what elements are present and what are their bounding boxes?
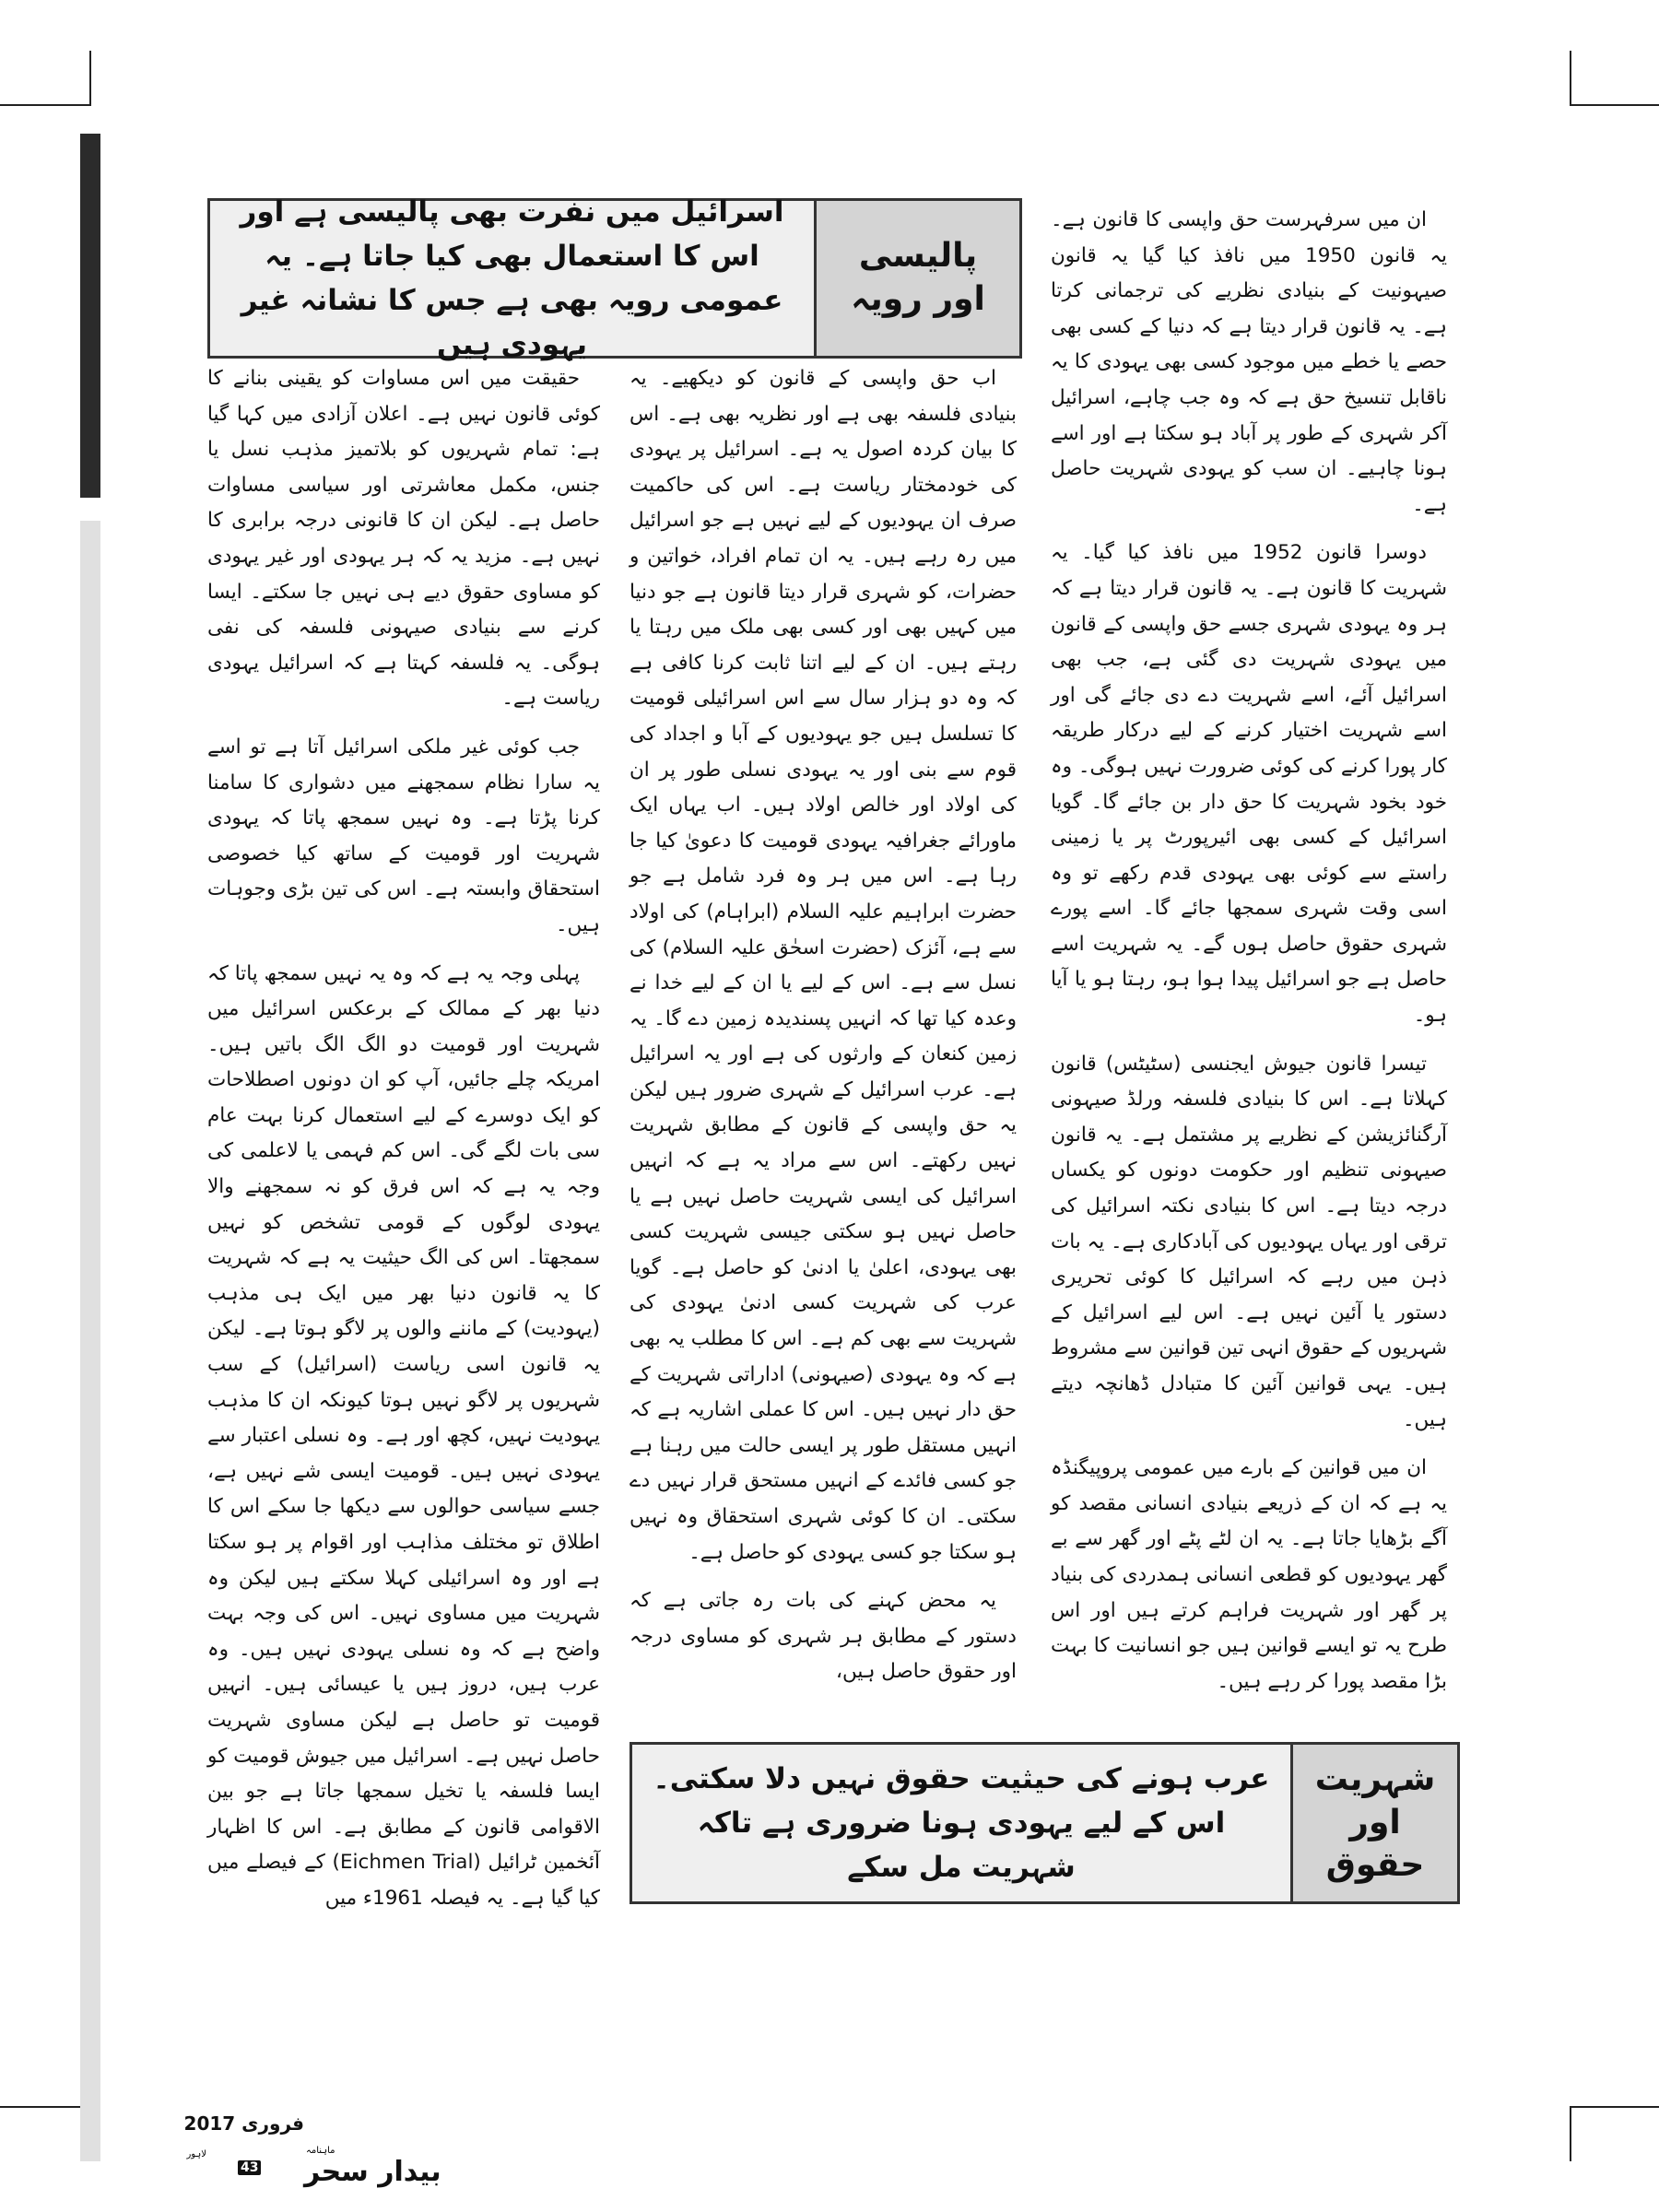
paragraph: یہ محض کہنے کی بات رہ جاتی ہے کہ دستور کے مطابق ہر شہری کو مساوی درجہ اور حقوق حاصل ہیں، <box>629 1589 1017 1684</box>
crop-mark <box>1570 51 1571 106</box>
magazine-title: بیدار سحر <box>304 2156 441 2188</box>
paragraph: حقیقت میں اس مساوات کو یقینی بنانے کا کوئی قانون نہیں ہے۔ اعلان آزادی میں کہا گیا ہے: تمام شہریوں کو بلاتمیز مذہب نسل یا جنس، مکمل معاشرتی اور سیاسی مساوات حاصل ہے۔ لیکن ان کا قانونی درجہ برابری کا نہیں ہے۔ مزید یہ کہ ہر یہودی اور غیر یہودی کو مساوی حقوق دیے ہی نہیں جا سکتے۔ ایسا کرنے سے بنیادی صیہونی فلسفہ کی نفی ہوگی۔ یہ فلسفہ کہتا ہے کہ اسرائیل یہودی ریاست ہے۔ <box>207 367 600 711</box>
paragraph: اب حق واپسی کے قانون کو دیکھیے۔ یہ بنیادی فلسفہ بھی ہے اور نظریہ بھی ہے۔ اس کا بیان کردہ اصول یہ ہے۔ اسرائیل پر یہودی کی خودمختار ریاست ہے۔ اس کی حاکمیت صرف ان یہودیوں کے لیے نہیں ہے جو اسرائیل میں رہ رہے ہیں۔ یہ ان تمام افراد، خواتین و حضرات، کو شہری قرار دیتا قانون ہے جو دنیا میں کہیں بھی اور کسی بھی ملک میں رہتا یا رہتے ہیں۔ ان کے لیے اتنا ثابت کرنا کافی ہے کہ وہ دو ہزار سال سے اس اسرائیلی قومیت کا تسلسل ہیں جو یہودیوں کے آبا و اجداد کی قوم سے بنی اور یہ یہودی نسلی طور پر ان کی اولاد اور خالص اولاد ہیں۔ اب یہاں ایک ماورائے جغرافیہ یہودی قومیت کا دعویٰ کیا جا رہا ہے۔ اس میں ہر وہ فرد شامل ہے جو حضرت ابراہیم علیہ السلام (ابراہام) کی اولاد سے ہے، آئزک (حضرت اسحٰق علیہ السلام) کی نسل سے ہے۔ اس کے لیے یا ان کے لیے خدا نے وعدہ کیا تھا کہ انہیں پسندیدہ زمین دے گا۔ یہ زمین کنعان کے وارثوں کی ہے اور یہ اسرائیل ہے۔ عرب اسرائیل کے شہری ضرور ہیں لیکن یہ حق واپسی کے قانون کے مطابق شہریت نہیں رکھتے۔ اس سے مراد یہ ہے کہ انہیں اسرائیل کی ایسی شہریت حاصل نہیں ہے یا حاصل نہیں ہو سکتی جیسی شہریت کسی بھی یہودی، اعلیٰ یا ادنیٰ کو حاصل ہے۔ گویا عرب کی شہریت کسی ادنیٰ یہودی کی شہریت سے بھی کم ہے۔ اس کا مطلب یہ بھی ہے کہ وہ یہودی (صیہونی) اداراتی شہریت کے حق دار نہیں ہیں۔ اس کا عملی اشاریہ ہے کہ انہیں مستقل طور پر ایسی حالت میں رہنا ہے جو کسی فائدے کے انہیں مستحق قرار نہیں دے سکتی۔ ان کا کوئی شہری استحقاق وہ نہیں ہو سکتا جو کسی یہودی کو حاصل ہے۔ <box>629 367 1017 1564</box>
pullquote-text: اسرائیل میں نفرت بھی پالیسی ہے اور اس کا استعمال بھی کیا جاتا ہے۔ یہ عمومی رویہ بھی ہے جس کا نشانہ غیر یہودی ہیں <box>240 194 784 362</box>
pullquote-bottom <box>629 1742 1460 1904</box>
paragraph: دوسرا قانون 1952 میں نافذ کیا گیا۔ یہ شہریت کا قانون ہے۔ یہ قانون قرار دیتا ہے کہ ہر وہ یہودی شہری جسے حق واپسی کے قانون میں یہودی شہریت دی گئی ہے، جب بھی اسرائیل آئے، اسے شہریت دے دی جائے گی اور اسے شہریت اختیار کرنے کے لیے درکار طریقہ کار پورا کرنے کی کوئی ضرورت نہیں ہوگی۔ وہ خود بخود شہریت کا حق دار بن جائے گا۔ گویا اسرائیل کے کسی بھی ائیرپورٹ پر یا زمینی راستے سے کوئی بھی یہودی قدم رکھے تو وہ اسی وقت شہری سمجھا جائے گا۔ اسے پورے شہری حقوق حاصل ہوں گے۔ یہ شہریت اسے حاصل ہے جو اسرائیل پیدا ہوا ہو، رہتا ہو یا آیا ہو۔ <box>1051 541 1447 1028</box>
page-footer <box>183 2112 441 2195</box>
paragraph: پہلی وجہ یہ ہے کہ وہ یہ نہیں سمجھ پاتا کہ دنیا بھر کے ممالک کے برعکس اسرائیل میں شہریت اور قومیت دو الگ الگ باتیں ہیں۔ امریکہ چلے جائیں، آپ کو ان دونوں اصطلاحات کو ایک دوسرے کے لیے استعمال کرنا بہت عام سی بات لگے گی۔ اس کم فہمی یا لاعلمی کی وجہ یہ ہے کہ اس فرق کو نہ سمجھنے والا یہودی لوگوں کے قومی تشخص کو نہیں سمجھتا۔ اس کی الگ حیثیت یہ ہے کہ شہریت کا یہ قانون دنیا بھر میں ایک ہی مذہب (یہودیت) کے ماننے والوں پر لاگو ہوتا ہے۔ لیکن یہ قانون اسی ریاست (اسرائیل) کے سب شہریوں پر لاگو نہیں ہوتا کیونکہ ان کا مذہب یہودیت نہیں، کچھ اور ہے۔ وہ نسلی اعتبار سے یہودی نہیں ہیں۔ قومیت ایسی شے نہیں ہے، جسے سیاسی حوالوں سے دیکھا جا سکے اس کا اطلاق تو مختلف مذاہب اور اقوام پر ہو سکتا ہے اور وہ اسرائیلی کہلا سکتے ہیں لیکن وہ شہریت میں مساوی نہیں۔ اس کی وجہ بہت واضح ہے کہ وہ نسلی یہودی نہیں ہیں۔ وہ عرب ہیں، دروز ہیں یا عیسائی ہیں۔ انہیں قومیت تو حاصل ہے لیکن مساوی شہریت حاصل نہیں ہے۔ اسرائیل میں جیوش قومیت کو ایسا فلسفہ یا تخیل سمجھا جاتا ہے جو بین الاقوامی قانون کے مطابق ہے۔ اس کا اظہار آئخمین ٹرائیل (Eichmen Trial) کے فیصلے میں کیا گیا ہے۔ یہ فیصلہ 1961ء میں <box>207 961 600 1910</box>
pullquote-label: شہریت اور حقوق <box>1290 1745 1457 1901</box>
paragraph: ان میں قوانین کے بارے میں عمومی پروپیگنڈہ یہ ہے کہ ان کے ذریعے بنیادی انسانی مقصد کو آگے بڑھایا جاتا ہے۔ یہ ان لٹے پٹے اور گھر سے بے گھر یہودیوں کو قطعی انسانی ہمدردی کی بنیاد پر گھر اور شہریت فراہم کرتے ہیں اور اس طرح یہ تو ایسے قوانین ہیں جو انسانیت کا بہت بڑا مقصد پورا کر رہے ہیں۔ <box>1051 1456 1447 1693</box>
article-column-right <box>1051 203 1447 1735</box>
pullquote-text: عرب ہونے کی حیثیت حقوق نہیں دلا سکتی۔ اس کے لیے یہودی ہونا ضروری ہے تاکہ شہریت مل سکے <box>653 1761 1270 1885</box>
crop-mark <box>1571 2106 1659 2108</box>
paragraph: تیسرا قانون جیوش ایجنسی (سٹیٹس) قانون کہلاتا ہے۔ اس کا بنیادی فلسفہ ورلڈ صیہونی آرگنائزیشن کے نظریے پر مشتمل ہے۔ یہ قانون صیہونی تنظیم اور حکومت دونوں کو یکساں درجہ دیتا ہے۔ اس کا بنیادی نکتہ اسرائیل کی ترقی اور یہاں یہودیوں کی آبادکاری ہے۔ یہ بات ذہن میں رہے کہ اسرائیل کا کوئی تحریری دستور یا آئین نہیں ہے۔ اس لیے اسرائیل کے شہریوں کے حقوق انہی تین قوانین سے مشروط ہیں۔ یہی قوانین آئین کا متبادل ڈھانچہ دیتے ہیں۔ <box>1051 1052 1447 1431</box>
crop-mark <box>0 2106 89 2108</box>
issue-date: فروری 2017 <box>183 2112 304 2135</box>
crop-mark <box>0 104 89 106</box>
article-column-middle <box>629 361 1017 1721</box>
pullquote-label: پالیسی اور رویہ <box>814 201 1019 356</box>
crop-mark <box>1571 104 1659 106</box>
article-column-left <box>207 361 600 2076</box>
crop-mark <box>1570 2106 1571 2161</box>
pullquote-top <box>207 194 1022 362</box>
page-edge-bar-light <box>80 521 100 2161</box>
page-number: 43 <box>238 2160 261 2175</box>
page-edge-bar-dark <box>80 134 100 498</box>
paragraph: ان میں سرفہرست حق واپسی کا قانون ہے۔ یہ قانون 1950 میں نافذ کیا گیا یہ قانون صیہونیت کے بنیادی نظریے کی ترجمانی کرتا ہے۔ یہ قانون قرار دیتا ہے کہ دنیا کے کسی بھی حصے یا خطے میں موجود کسی بھی یہودی کا یہ ناقابل تنسیخ حق ہے کہ وہ جب چاہے، اسرائیل آکر شہری کے طور پر آباد ہو سکتا ہے اور اسے ہونا چاہیے۔ ان سب کو یہودی شہریت حاصل ہے۔ <box>1051 208 1447 516</box>
crop-mark <box>89 51 91 106</box>
magazine-city: لاہور <box>186 2149 206 2159</box>
magazine-subtitle: ماہنامہ <box>306 2146 335 2156</box>
paragraph: جب کوئی غیر ملکی اسرائیل آتا ہے تو اسے یہ سارا نظام سمجھنے میں دشواری کا سامنا کرنا پڑتا ہے۔ وہ نہیں سمجھ پاتا کہ یہودی شہریت اور قومیت کے ساتھ کیا خصوصی استحقاق وابستہ ہے۔ اس کی تین بڑی وجوہات ہیں۔ <box>207 735 600 936</box>
